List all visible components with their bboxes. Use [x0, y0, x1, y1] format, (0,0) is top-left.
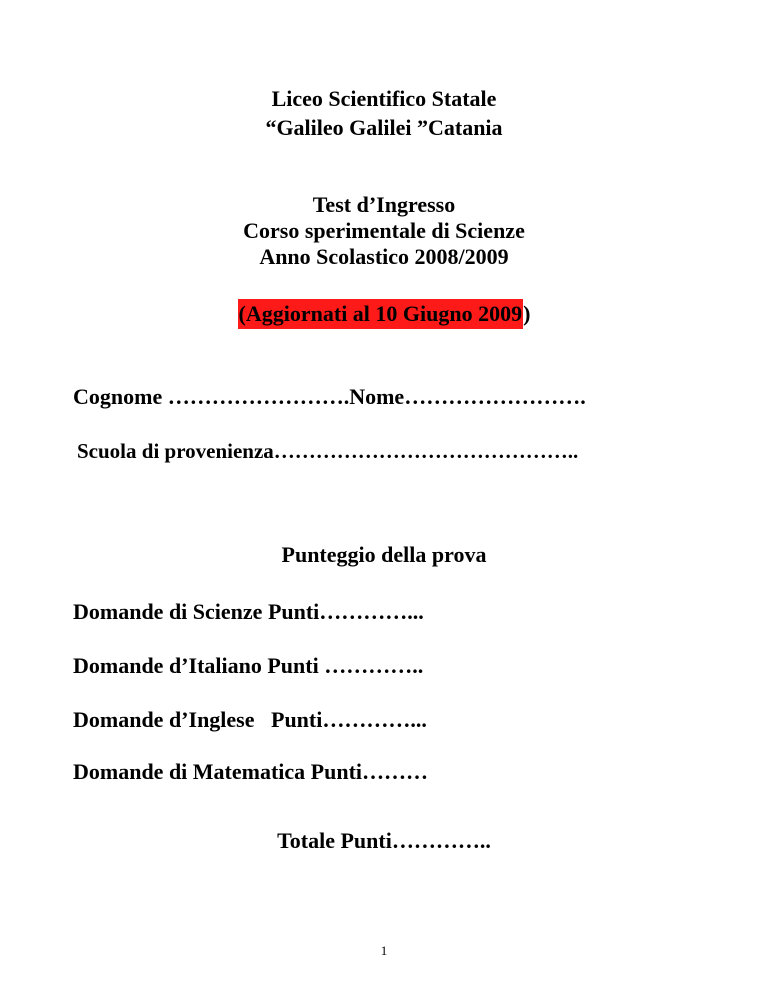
school-name-line1: Liceo Scientifico Statale [271, 86, 497, 111]
score-item-scienze: Domande di Scienze Punti…………... [73, 599, 424, 624]
score-item-matematica: Domande di Matematica Punti……… [73, 759, 429, 784]
score-item-italiano: Domande d’Italiano Punti ………….. [73, 653, 424, 678]
school-name-line2: “Galileo Galilei ”Catania [265, 115, 503, 140]
school-year: Anno Scolastico 2008/2009 [259, 244, 509, 269]
update-highlight: (Aggiornati al 10 Giugno 2009 [238, 299, 524, 329]
page-number: 1 [380, 943, 388, 958]
surname-name-field: Cognome …………………….Nome……………………. [73, 384, 586, 409]
update-notice [0, 303, 768, 325]
score-item-inglese: Domande d’Inglese Punti…………... [73, 707, 427, 732]
score-heading: Punteggio della prova [281, 542, 487, 567]
total-score: Totale Punti………….. [277, 828, 491, 853]
school-origin-field: Scuola di provenienza…………………………………….. [77, 439, 579, 463]
test-title: Test d’Ingresso [312, 192, 456, 217]
course-name: Corso sperimentale di Scienze [243, 218, 525, 243]
update-closing: ) [523, 301, 531, 326]
